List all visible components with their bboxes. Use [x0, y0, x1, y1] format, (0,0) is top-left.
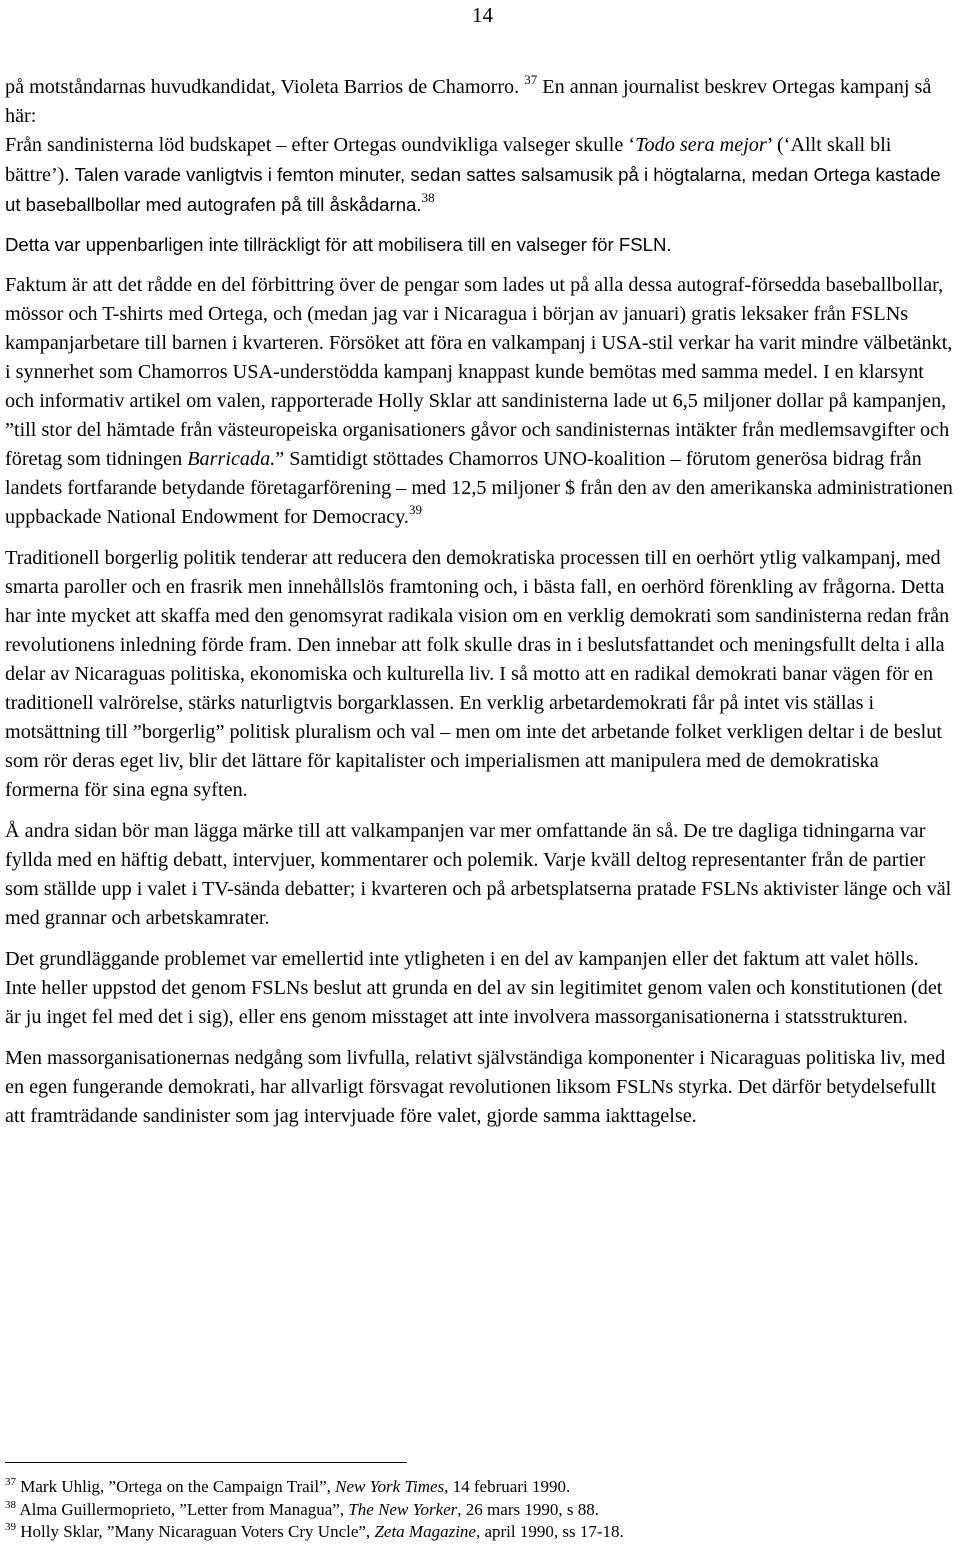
paragraph-4-italic: Barricada.	[187, 448, 276, 470]
paragraph-8: Men massorganisationernas nedgång som livfulla, relativt självständiga komponenter i Nicaraguas politiska liv, med en egen fungerande demokrati, har allvarligt försvagat revolutionen liksom FSLNs styrka. Det därför betydelsefullt att framträdande sandinister som jag intervjuade före valet, gjorde samma iakttagelse.	[5, 1047, 946, 1127]
page-number: 14	[472, 3, 493, 27]
paragraph-7: Det grundläggande problemet var emellertid inte ytligheten i en del av kampanjen eller det faktum att valet hölls. Inte heller uppstod det genom FSLNs beslut att grunda en del av sin legitimitet genom valen och konstitutionen (det är ju inget fel med det i sig), eller ens genom misstaget att inte involvera massorganisationerna i statsstrukturen.	[5, 948, 943, 1028]
paragraph-3: Detta var uppenbarligen inte tillräckligt för att mobilisera till en valseger för FSLN.	[5, 234, 672, 255]
paragraph-4-text-c: ” Samtidigt stöttades Chamorros UNO-koalition – förutom generösa bidrag från landets fortfarande betydande företagarförening – med 12,5 miljoner $ från den av den amerikanska administrationen uppbackade National Endowment for Democracy.	[5, 448, 953, 528]
footnote-ref-37: 37	[524, 72, 538, 87]
footnote-source: Zeta Magazine	[374, 1522, 476, 1541]
quote-text-b: ’ (‘Allt skall bli bättre’).	[5, 134, 892, 186]
footnote-date: , 14 februari 1990.	[444, 1477, 571, 1496]
paragraph-4-text-a: Faktum är att det rådde en del förbittring över de pengar som lades ut på alla dessa autograf-försedda baseballbollar, mössor och T-shirts med Ortega, och (medan jag var i Nicaragua i början av januari) gratis leksaker från FSLNs kampanjarbetare till barnen i kvarteren.	[5, 274, 944, 354]
quote-text-a: Från sandinisterna löd budskapet – efter Ortegas oundvikliga valseger skulle ‘	[5, 134, 636, 156]
footnote-number: 37	[5, 1476, 16, 1488]
footnote-number: 39	[5, 1521, 16, 1533]
quote-italic-phrase: Todo sera mejor	[635, 134, 767, 156]
paragraph-4-text-b: Försöket att föra en valkampanj i USA-stil verkar ha varit mindre välbetänkt, i synnerhet som Chamorros USA-understödda kampanj knappast kunde bemötas med samma medel. I en klarsynt och informativ artikel om valen, rapporterade Holly Sklar att sandinisterna lade ut 6,5 miljoner dollar på kampanjen, ”till stor del hämtade från västeuropeiska organisationers gåvor och sandinisternas intäkter från medlemsavgifter och företag som tidningen	[5, 332, 953, 470]
footnote-text: Alma Guillermoprieto, ”Letter from Managua”,	[19, 1499, 349, 1519]
footnote-37	[5, 1476, 953, 1499]
footnote-ref-39: 39	[408, 502, 422, 517]
footnote-source: The New Yorker	[348, 1499, 458, 1519]
footnote-ref-38: 38	[421, 190, 435, 205]
footnote-date: , april 1990, ss 17-18.	[475, 1522, 624, 1541]
paragraph-1-text-a: på motståndarnas huvudkandidat, Violeta Barrios de Chamorro.	[5, 76, 525, 98]
footnote-source: New York Times	[335, 1477, 445, 1496]
quote-paragraph	[5, 131, 953, 220]
footnote-38	[5, 1499, 953, 1522]
footnote-text: Mark Uhlig, ”Ortega on the Campaign Trail”,	[20, 1477, 336, 1496]
footnote-number: 38	[5, 1498, 16, 1511]
footnote-39	[5, 1521, 953, 1544]
paragraph-1	[5, 73, 953, 131]
paragraph-4	[5, 271, 953, 532]
paragraph-6: Å andra sidan bör man lägga märke till att valkampanjen var mer omfattande än så. De tre dagliga tidningarna var fyllda med en häftig debatt, intervjuer, kommentarer och polemik. Varje kväll deltog representanter från de partier som ställde upp i valet i TV-sända debatter; i kvarteren och på arbetsplatserna pratade FSLNs aktivister länge och väl med grannar och arbetskamrater.	[5, 820, 952, 929]
footnote-date: , 26 mars 1990, s 88.	[457, 1499, 599, 1519]
paragraph-5: Traditionell borgerlig politik tenderar att reducera den demokratiska processen till en oerhört ytlig valkampanj, med smarta paroller och en frasrik men innehållslös framtoning och, i bästa fall, en oerhörd förenkling av frågorna. Detta har inte mycket att skaffa med den genomsyrat radikala vision om en verklig demokrati som sandinisterna redan från revolutionens inledning förde fram. Den innebar att folk skulle dras in i beslutsfattandet och meningsfullt delta i alla delar av Nicaraguas politiska, ekonomiska och kulturella liv. I så motto att en radikal demokrati banar vägen för en traditionell valrörelse, stärks naturligtvis borgarklassen. En verklig arbetardemokrati får på intet vis ställas i motsättning till ”borgerlig” politisk pluralism och val – men om inte det arbetande folket verkligen deltar i de beslut som rör deras eget liv, blir det lättare för kapitalister och imperialismen att manipulera med de demokratiska formerna för sina egna syften.	[5, 547, 950, 801]
footnotes	[5, 1476, 953, 1544]
paragraph-1-text-b: En annan journalist beskrev Ortegas kampanj så här:	[5, 76, 932, 127]
quote-text-c: Talen varade vanligtvis i femton minuter, sedan sattes salsamusik på i högtalarna, medan Ortega kastade ut baseballbollar med autografen på till åskådarna.	[5, 164, 941, 215]
footnote-divider	[5, 1462, 407, 1463]
footnote-text: Holly Sklar, ”Many Nicaraguan Voters Cry Uncle”,	[20, 1522, 375, 1541]
document-body	[5, 73, 953, 1131]
